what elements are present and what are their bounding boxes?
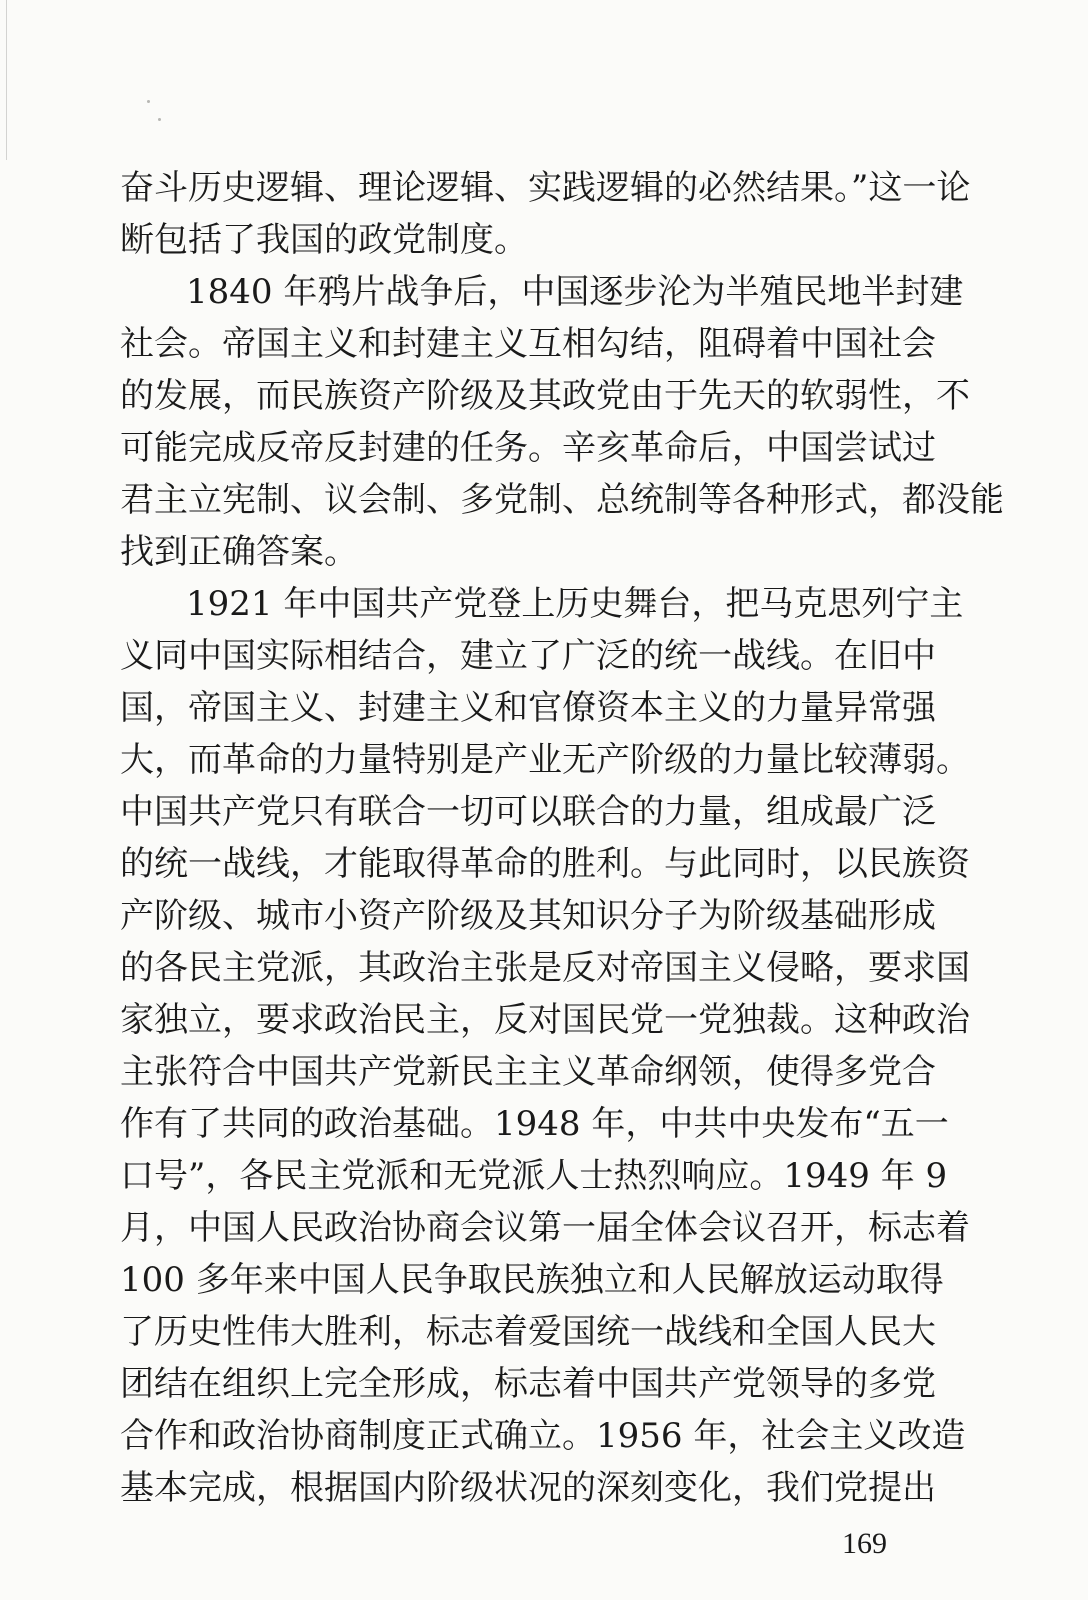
text-line: 断包括了我国的政党制度。	[120, 220, 528, 260]
text-line: 月，中国人民政治协商会议第一届全体会议召开，标志着	[120, 1208, 970, 1248]
text-line: 大，而革命的力量特别是产业无产阶级的力量比较薄弱。	[120, 740, 970, 780]
text-line: 合作和政治协商制度正式确立。1956 年，社会主义改造	[120, 1416, 966, 1456]
text-line: 基本完成，根据国内阶级状况的深刻变化，我们党提出	[120, 1468, 936, 1508]
text-line: 了历史性伟大胜利，标志着爱国统一战线和全国人民大	[120, 1312, 936, 1352]
text-line: 团结在组织上完全形成，标志着中国共产党领导的多党	[120, 1364, 936, 1404]
text-line: 的统一战线，才能取得革命的胜利。与此同时，以民族资	[120, 844, 970, 884]
page-edge-shadow	[6, 0, 7, 160]
text-line: 义同中国实际相结合，建立了广泛的统一战线。在旧中	[120, 636, 936, 676]
text-line: 可能完成反帝反封建的任务。辛亥革命后，中国尝试过	[120, 428, 936, 468]
page-number: 169	[842, 1527, 887, 1560]
text-line: 奋斗历史逻辑、理论逻辑、实践逻辑的必然结果。”这一论	[120, 168, 971, 208]
text-line: 主张符合中国共产党新民主主义革命纲领，使得多党合	[120, 1052, 936, 1092]
text-line: 100 多年来中国人民争取民族独立和人民解放运动取得	[120, 1260, 944, 1300]
paragraph-first-line: 1840 年鸦片战争后，中国逐步沦为半殖民地半封建	[186, 272, 964, 312]
text-line: 找到正确答案。	[120, 532, 358, 572]
scan-speck	[158, 118, 161, 121]
text-line: 家独立，要求政治民主，反对国民党一党独裁。这种政治	[120, 1000, 970, 1040]
scan-speck	[147, 100, 150, 103]
text-line: 君主立宪制、议会制、多党制、总统制等各种形式，都没能	[120, 480, 1004, 520]
text-line: 作有了共同的政治基础。1948 年，中共中央发布“五一	[120, 1104, 949, 1144]
text-line: 中国共产党只有联合一切可以联合的力量，组成最广泛	[120, 792, 936, 832]
text-line: 的发展，而民族资产阶级及其政党由于先天的软弱性，不	[120, 376, 970, 416]
text-line: 的各民主党派，其政治主张是反对帝国主义侵略，要求国	[120, 948, 970, 988]
text-line: 社会。帝国主义和封建主义互相勾结，阻碍着中国社会	[120, 324, 936, 364]
paragraph-first-line: 1921 年中国共产党登上历史舞台，把马克思列宁主	[186, 584, 964, 624]
text-line: 产阶级、城市小资产阶级及其知识分子为阶级基础形成	[120, 896, 936, 936]
text-line: 国，帝国主义、封建主义和官僚资本主义的力量异常强	[120, 688, 936, 728]
text-line: 口号”，各民主党派和无党派人士热烈响应。1949 年 9	[120, 1156, 948, 1196]
